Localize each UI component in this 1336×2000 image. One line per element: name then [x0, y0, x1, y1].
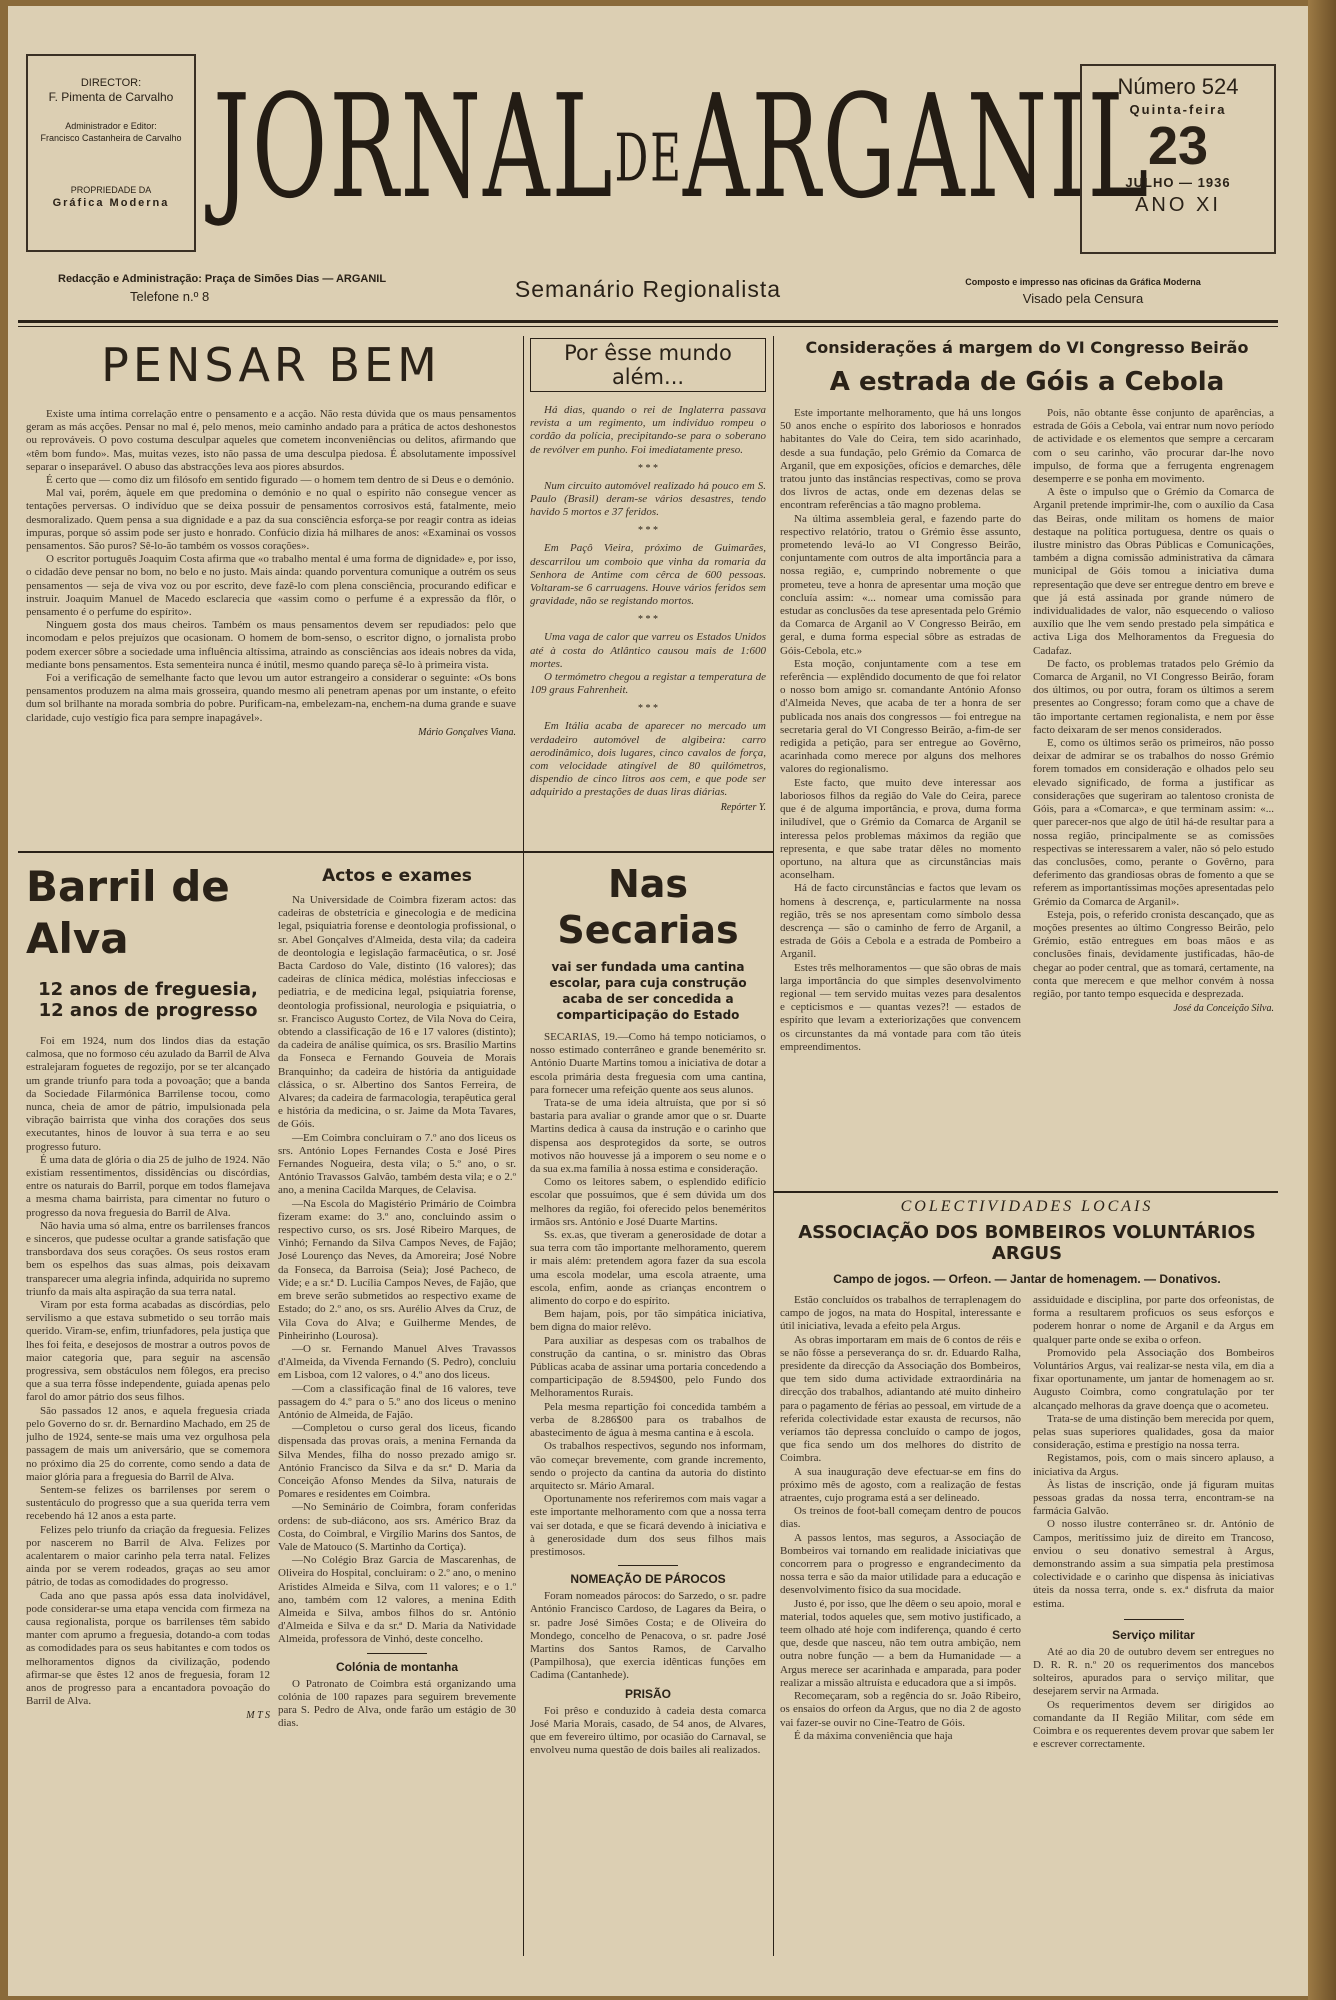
issue-number: Número 524	[1117, 74, 1239, 99]
pensar-paragraph: Existe uma íntima correlação entre o pensamento e a acção. Não resta dúvida que os maus pensamentos geram as más acções. Pensar no mal é, pelo menos, meio caminho andado para a prática de actos deshonestos ou reprováveis. O povo costuma desculpar aqueles que cometem inconveniências ou delitos, afirmando que «têm bom fundo». Mas, muitas vezes, isto não passa de uma desculpa piedosa. É absolutamente impossível separar o inseparável. O abuso das abstracções leva aos piores absurdos.	[26, 408, 516, 473]
mundo-paragraph: Em Paçô Vieira, próximo de Guimarães, descarrilou um comboio que vinha da romaria da Senhora de Antime com cêrca de 600 pessoas. Voltaram-se 6 carruagens. Houve vários feridos sem gravidade, não se registando mortos.	[530, 542, 766, 608]
headline-barril: Barril de Alva	[26, 862, 230, 963]
bombeiros-paragraph: Estão concluídos os trabalhos de terraplenagem do campo de jogos, na mata do Hospital, interessante e útil iniciativa, levada a efeito pela Argus.	[780, 1294, 1021, 1333]
phone-line: Telefone n.º 8	[130, 289, 210, 304]
bombeiros-paragraph: Justo é, por isso, que lhe dêem o seu apoio, moral e material, todos aqueles que, sem motivo justificado, a teem olhado até hoje com indiferença, quando é certo que, desde que nasceu, não tem outra ambição, nem outra nobre função — a bem da Humanidade — a Argus merece ser acarinhada e amparada, para poder realizar a missão altruísta e educadora que a si impôs.	[780, 1597, 1021, 1689]
director-box	[26, 54, 196, 252]
secarias-paragraph: SECARIAS, 19.—Como há tempo noticiamos, o nosso estimado conterrâneo e grande benemérito sr. António Duarte Martins tomou a iniciativa de dotar a escola primária desta freguesia com uma cantina, para fornecer uma refeição quente aos seus alunos.	[530, 1031, 766, 1096]
masthead-word-jornal: JORNAL	[213, 64, 615, 231]
congresso-paragraph: De facto, os problemas tratados pelo Grémio da Comarca de Arganil, no VI Congresso Beirão, foram dos últimos, ou por outra, foram os últimos a serem presentes ao Congresso; foram como que a chave de tão importante certamen regionalista, e nem por êsse facto deixaram de ser menos considerados.	[1033, 657, 1274, 736]
masthead-word-arganil: ARGANIL	[682, 64, 1151, 231]
mundo-paragraph: O termómetro chegou a registar a temperatura de 109 graus Fahrenheit.	[530, 671, 766, 697]
congresso-paragraph: Na última assembleia geral, e fazendo parte do respectivo relatório, tratou o Grémio êsse assunto, prometendo levá-lo ao VI Congresso Beirão, conjuntamente com outros de alta importância para a nossa região, e, cumprindo nobremente o que prometeu, teve a honra de apresentar uma moção que concluía assim: «... nomear uma comissão para estudar as conclusões da tese apresentada pelo Grémio da Comarca de Arganil ao V Congresso Beirão, em geral, e duma forma especial sôbre as estradas de Góis-Cebola, etc.»	[780, 512, 1021, 657]
property-name: Gráfica Moderna	[52, 197, 170, 209]
headline-pensar-bem: PENSAR BEM	[101, 338, 441, 392]
barril-paragraph: Foi em 1924, num dos lindos dias da estação calmosa, que no formoso céu azulado da Barril de Alva estralejaram foguetes de regozijo, por se ter alcançado um grande triunfo para toda a povoação; que a banda da Sociedade Filarmónica Barrilense tocou, como nunca, cheia de amor de pátrio, impulsionada pela vibração bairrista que vinha dos corações dos seus executantes, hinos de louvor à sua terra e ao seu progresso futuro.	[26, 1035, 270, 1153]
top-rule	[18, 320, 1278, 323]
bombeiros-paragraph: A sua inauguração deve efectuar-se em fins do próximo mês de agosto, com a realização de festas atraentes, cujo programa está a ser delineado.	[780, 1465, 1021, 1505]
article-congresso	[780, 338, 1274, 1188]
barril-paragraph: É uma data de glória o dia 25 de julho de 1924. Não existiam ressentimentos, dissidências ou discórdias, entre os naturais do Barril, porque em todos flamejava a mesma chama bairrista, para cimentar no futuro o progresso da nova freguesia do Barril de Alva.	[26, 1153, 270, 1219]
barril-paragraph: São passados 12 anos, e aquela freguesia criada pelo Governo do sr. dr. Bernardino Machado, em 25 de julho de 1924, sente-se mais uma vez orgulhosa pela passagem de mais um aniversário, que se comemora no próximo dia 25 do corrente, como sendo a data de maior glória para a freguesia do Barril de Alva.	[26, 1404, 270, 1483]
column-divider-2	[773, 336, 774, 1956]
mundo-separator: * * *	[638, 462, 658, 474]
issue-weekday: Quinta-feira	[1129, 102, 1227, 117]
congresso-paragraph: Este facto, que muito deve interessar aos laboriosos filhos da região do Vale do Ceira, parece que é de alguma importância, e prova, duma forma iniludível, que o Grémio da Comarca de Arganil se interessa pelos problemas máximos da região que representa, e que sabe tratar dêles no momento oportuno, na altura que as circunstâncias mais aconselham.	[780, 776, 1021, 882]
issue-month-year: JULHO — 1936	[1125, 175, 1231, 190]
article-barril	[26, 861, 270, 1976]
servico-paragraph: Até ao dia 20 de outubro devem ser entregues no D. R. R. n.º 20 os requerimentos dos mancebos solteiros, apurados para o serviço militar, que desejarem servir na Armada.	[1033, 1645, 1274, 1698]
prisao-paragraph: Foi prêso e conduzido à cadeia desta comarca José Maria Morais, casado, de 54 anos, de Alvares, que em fevereiro último, por ocasião do Carnaval, se envolveu numa questão de dois bailes ali realizados.	[530, 1704, 766, 1757]
colectividades-kicker: COLECTIVIDADES LOCAIS	[900, 1198, 1154, 1215]
headline-mundo: Por êsse mundo além...	[564, 341, 732, 389]
bombeiros-paragraph: Os treinos de foot-ball começam dentro de poucos dias.	[780, 1505, 1021, 1531]
congresso-paragraph: Estes três melhoramentos — que são obras de mais larga importância do que simples desenvolvimento regional — tem servido muitas vezes para desalentos e cepticismos e — quantas vezes?! — estados de espírito que levam a exteriorizações que convencem os circunstantes da má vontade para com tão úteis empreendimentos.	[780, 961, 1021, 1053]
mundo-paragraph: Num circuito automóvel realizado há pouco em S. Paulo (Brasil) deram-se vários desastres, tendo havido 5 mortos e 37 feridos.	[530, 479, 766, 519]
congresso-paragraph: Este importante melhoramento, que há uns longos 50 anos enche o espírito dos laboriosos e honrados habitantes do Vale do Ceira, tem sido acarinhado, desde a sua fundação, pelo Grémio da Comarca de Arganil, que em exposições, ofícios e demarches, dêle tratou junto das instâncias respectivas, como se prova dos livros de actas, onde em dezenas delas se encontram referências a tão magno problema.	[780, 407, 1021, 512]
actos-paragraph: —No Colégio Braz Garcia de Mascarenhas, de Oliveira do Hospital, concluiram: o 2.º ano, o menino Aristides Almeida e Silva, com 11 valores; e o 1.º ano, também com 12 valores, a menina Edith Almeida e Silva, ambos filhos do sr. António d'Almeida e Silva e da sr.ª D. Maria da Natividade Almeida, professora de Vinhó, deste concelho.	[278, 1554, 516, 1646]
bombeiros-deck: Campo de jogos. — Orfeon. — Jantar de homenagem. — Donativos.	[833, 1272, 1221, 1286]
congresso-paragraph: A êste o impulso que o Grémio da Comarca de Arganil pretende imprimir-lhe, com o auxílio da Casa das Beiras, onde militam os homens de maior destaque na política portuguesa, dentre os quais o ilustre ministro das Obras Públicas e Comunicações, também a digna comissão administrativa da câmara municipal de Góis tomou a iniciativa duma representação que deve ser entregue dentro em breve e que já está assinada por grande número de individualidades de valor, não esquecendo o valioso auxílio que lhe vem sendo prestado pela simpática e activa Liga dos Melhoramentos da Freguesia do Cadafaz.	[1033, 486, 1274, 657]
colectividades-left-column	[780, 1294, 1021, 1752]
admin-name: Francisco Castanheira de Carvalho	[40, 133, 182, 143]
colectividades-right-column	[1033, 1294, 1274, 1752]
article-pensar-bem	[26, 338, 516, 843]
headline-actos: Actos e exames	[322, 866, 472, 886]
barril-paragraph: Felizes pelo triunfo da criação da freguesia. Felizes por nascerem no Barril de Alva. Felizes por acalentarem o maior carinho pela terra natal. Felizes ainda por se verem rodeados, graças ao seu amor pátrio, de todas as comodidades do progresso.	[26, 1523, 270, 1589]
headline-prisao: PRISÃO	[624, 1686, 671, 1701]
actos-paragraph: —Completou o curso geral dos liceus, ficando dispensada das provas orais, a menina Fernanda da Silva Mendes, filha do nosso prezado amigo sr. António Francisco da Silva e da sr.ª D. Maria da Conceição Afonso Mendes da Silva, naturais de Pomares e residentes em Coimbra.	[278, 1422, 516, 1501]
admin-label: Administrador e Editor:	[65, 121, 157, 131]
secarias-paragraph: Trata-se de uma ideia altruísta, que por si só bastaria para avaliar o grande amor que o sr. Duarte Martins dedica à causa da instrução e o carinho que dispensa aos desprotegidos da sorte, se outros motivos não houvesse já a imporem o seu nome e o da sua ex.ma família à nossa estima e consideração.	[530, 1097, 766, 1176]
congresso-left-column	[780, 407, 1021, 1054]
barril-paragraph: Cada ano que passa após essa data inolvidável, pode considerar-se uma etapa vencida com firmeza na causa regionalista, porque os barrilenses têm sabido manter com aprumo a freguesia, dotando-a com todas as comodidades para os seus habitantes e com todos os melhoramentos dignos da civilização, podendo afirmar-se que êstes 12 anos de freguesia, foram 12 anos de progresso para a encantadora povoação do Barril de Alva.	[26, 1589, 270, 1708]
secarias-divider	[618, 1565, 678, 1566]
actos-paragraph: —Com a classificação final de 16 valores, teve passagem do 4.º para o 5.º ano dos liceus o menino António de Almeida, de Fajão.	[278, 1382, 516, 1421]
section-rule-right	[773, 1191, 1278, 1193]
congresso-signature: José da Conceição Silva.	[1173, 1003, 1274, 1015]
bombeiros-paragraph: Recomeçaram, sob a regência do sr. João Ribeiro, os ensaios do orfeon da Argus, que no dia 2 de agosto vai fazer-se ouvir no Cine-Teatro de Góis.	[780, 1690, 1021, 1729]
article-mundo	[530, 338, 766, 848]
bombeiros-paragraph: A passos lentos, mas seguros, a Associação de Bombeiros vai tornando em realidade iniciativas que concorrem para o progresso e engrandecimento da nossa terra e são da maior utilidade para a educação e desenvolvimento físico da sua mocidade.	[780, 1531, 1021, 1597]
barril-paragraph: Viram por esta forma acabadas as discórdias, pelo servilismo a que estava submetido o seu torrão mais querido. Viram-se, enfim, triunfadores, pela justiça que lhes foi feita, e desejosos de mostrar a outros povos de maior categoria que, para seguir na ascensão progressiva, sem obstáculos nem fôlegos, era preciso que a sua terra fôsse independente, guiada apenas pelo farol do amor pátrio dos seus filhos.	[26, 1299, 270, 1404]
property-label: PROPRIEDADE DA	[70, 185, 152, 195]
mundo-separator: * * *	[638, 703, 658, 715]
column-divider-1	[523, 336, 524, 1956]
pensar-paragraph: É certo que — como diz um filósofo em sentido figurado — o homem tem dentro de si Deus e o demónio.	[46, 474, 515, 487]
censorship-line: Visado pela Censura	[1022, 291, 1144, 306]
actos-paragraph: Na Universidade de Coimbra fizeram actos: das cadeiras de obstetrícia e ginecologia e de medicina legal, psiquiatria forense e deontologia profissional, o sr. Abel Gonçalves d'Almeida, desta vila; da cadeira de deontologia e legislação farmacêutica, o sr. José Bacta Cardoso do Vale, distinto (16 valores); das cadeiras de clínica médica, moléstias infecciosas e pediatria, e de medicina legal, psiquiatria forense, deontologia profissional, neurologia e psiquiatria, o sr. Francisco Augusto Cortez, de Vila Nova do Ceira, obtendo a classificação de 16 e 17 valores (distinto); da cadeira de análise química, os srs. Brasílio Martins da Fonseca e Fernando Gouveia de Morais Branquinho; da cadeira de história da antiguidade clássica, o sr. Albertino dos Santos Ferreira, de Alvares; da cadeira de farmacologia, terapêutica geral e história da medicina, o sr. Jaime da Mota Tavares, de Góis.	[278, 894, 516, 1131]
barril-subtitle-1: 12 anos de freguesia,	[38, 979, 258, 1000]
secarias-paragraph: Oportunamente nos referiremos com mais vagar a este importante melhoramento com que a nossa terra vai ser dotada, e que se ficará devendo à iniciativa e à generosidade dum dos seus filhos mais prestimosos.	[530, 1493, 766, 1558]
binding-spine	[1308, 0, 1336, 2000]
actos-paragraph: —O sr. Fernando Manuel Alves Travassos d'Almeida, da Vivenda Fernando (S. Pedro), concluiu em Lisboa, com 12 valores, o 4.º ano dos liceus.	[278, 1342, 516, 1382]
headline-secarias: Nas Secarias	[557, 862, 739, 952]
masthead-word-de: DE	[614, 120, 683, 197]
secarias-deck: vai ser fundada uma cantina escolar, para cuja construção acaba de ser concedida a comparticipação do Estado	[549, 960, 747, 1022]
bombeiros-paragraph: É da máxima conveniência que haja	[794, 1729, 953, 1742]
congresso-kicker: Considerações á margem do VI Congresso Beirão	[805, 338, 1249, 357]
mundo-paragraph: Uma vaga de calor que varreu os Estados Unidos até à costa do Atlântico causou mais de 1:600 mortes.	[530, 631, 766, 670]
issue-day: 23	[1147, 116, 1209, 176]
masthead-subtitle: Semanário Regionalista	[514, 276, 782, 302]
bombeiros-paragraph: assiduidade e disciplina, por parte dos orfeonistas, de forma a resultarem proficuos os seus esforços e poderem honrar o nome de Arganil e da Argus em qualquer parte onde se exiba o orfeon.	[1033, 1294, 1274, 1346]
mundo-paragraph: Há dias, quando o rei de Inglaterra passava revista a um regimento, um indivíduo rompeu o cordão da polícia, precipitando-se para o soberano de revólver em punho. Foi imediatamente preso.	[530, 404, 766, 456]
servico-paragraph: Os requerimentos devem ser dirigidos ao comandante da II Região Militar, com séde em Coimbra e os requerentes devem provar que sabem ler e escrever correctamente.	[1033, 1698, 1274, 1751]
colonia-paragraph: O Patronato de Coimbra está organizando uma colónia de 100 rapazes para seguirem brevemente para S. Pedro de Alva, onde farão um estágio de 30 dias.	[278, 1677, 516, 1730]
director-label: DIRECTOR:	[80, 77, 142, 89]
headline-servico-militar: Serviço militar	[1112, 1627, 1195, 1642]
secarias-paragraph: Os trabalhos respectivos, segundo nos informam, vão começar brevemente, com grande incremento, sendo o projecto da cantina da autoria do distinto arquitecto sr. Mário Amaral.	[530, 1440, 766, 1492]
pensar-paragraph: O escritor português Joaquim Costa afirma que «o trabalho mental é uma forma de dignidade» e, por isso, o cidadão deve pensar no bom, no belo e no justo. Mais ainda: quando porventura comunique a outrém os seus pensamentos — seja de viva voz ou por escrito, deve fazê-lo com plena consciência, procurando edificar e instruir. Joaquim Manuel de Macedo esclarecia que «assim como o perfume é a expressão da flôr, o pensamento é o perfume do espírito».	[26, 553, 516, 619]
congresso-paragraph: Esta moção, conjuntamente com a tese em referência — explêndido documento de que foi relator o nosso bom amigo sr. comandante António Afonso d'Almeida Neves, que acaba de ter a honra de ser publicada nos anais dos congressos — foi entregue na secretaria geral do VI Congresso Beirão, a-fim-de ser redigida a petição, para ser entregue ao Govêrno, acarinhada como merece por alguns dos melhores valores do regionalismo.	[780, 657, 1021, 776]
secarias-paragraph: Bem hajam, pois, por tão simpática iniciativa, bem digna do maior relêvo.	[530, 1308, 766, 1334]
actos-divider	[367, 1653, 427, 1654]
servico-divider	[1124, 1619, 1184, 1620]
secarias-paragraph: Para auxiliar as despesas com os trabalhos de construção da cantina, o sr. ministro das Obras Públicas acaba de assinar uma portaria concedendo a comparticipação de 8.594$00, pelo Fundo dos Melhoramentos Rurais.	[530, 1334, 766, 1400]
headline-nomeacao: NOMEAÇÃO DE PÁROCOS	[570, 1572, 726, 1587]
congresso-paragraph: E, como os últimos serão os primeiros, não posso deixar de admirar se os trabalhos do nosso Grémio forem tomados em consideração e olhados pelo seu elevado significado, de forma a justificar as considerações que sugeriram ao talentoso cronista de Góis, para a «Comarca», e que terminam assim: «... quer parecer-nos que algo de útil há-de resultar para a nossa região, principalmente se as comissões respectivas se interessarem a valer, não só pelo estudo das conclusões, como, perante o Govêrno, para deferimento das grandiosas obras de fomento a que se referem as importantíssimas moções apresentadas pelo Grémio da Comarca de Arganil».	[1033, 737, 1274, 908]
barril-paragraph: Sentem-se felizes os barrilenses por serem o sustentáculo do progresso que a sua querida terra vem recebendo há 12 anos a esta parte.	[26, 1483, 270, 1523]
article-actos	[278, 866, 516, 1976]
congresso-paragraph: Esteja, pois, o referido cronista descançado, que as moções presentes ao último Congresso Beirão, pelo Grémio, estão entregues em boas mãos e as conclusões finais, devidamente justificadas, hão-de chegar ao poder central, que as tomará, certamente, na conta que merecem e que melhor convém à nossa região, por tanto tempo esquecida e desprezada.	[1033, 908, 1274, 1000]
pensar-paragraph: Mal vai, porém, àquele em que predomina o demónio e no qual o espírito não consegue vencer as tentações perversas. O indivíduo que se deixa possuir de pensamentos corrosivos está, fatalmente, meio desmoralizado. Quem pensa a sua dignidade e a paz da sua consciência esforça-se por reagir contra as ideias impuras, porque só assim pode ser justo e honrado. Confúcio dizia há milhares de anos: «Examinai os vossos pensamentos. São puros? Sê-lo-ão também os vossos corações».	[26, 487, 516, 553]
barril-paragraph: Não havia uma só alma, entre os barrilenses francos e sinceros, que pudesse ocultar a grande satisfação que transbordava dos seus corações. Os seus rostos eram bem os espelhos das suas almas, pois deixavam transparecer uma alegria infinda, adquirida no supremo triunfo da mais alta aspiração da sua terra natal.	[26, 1219, 270, 1298]
bombeiros-paragraph: O nosso ilustre conterrâneo sr. dr. António de Campos, meritíssimo juiz de direito em Trancoso, enviou o seu donativo semestral à Argus, demonstrando assim a sua simpatia pela prestimosa colectividade e o carinho que dispensa às iniciativas úteis da nossa terra, onde s. ex.ª disfruta da maior estima.	[1033, 1518, 1274, 1610]
section-rule-left	[18, 851, 523, 853]
actos-paragraph: —Em Coimbra concluiram o 7.º ano dos liceus os srs. António Lopes Fernandes Costa e José Pires Fernandes Nogueira, desta vila; o 5.º ano, o sr. António Travassos Galvão, também desta vila; e o 2.º ano, a menina Cacilda Marques, de Celavisa.	[278, 1131, 516, 1197]
headline-congresso: A estrada de Góis a Cebola	[829, 367, 1225, 397]
article-colectividades	[780, 1198, 1274, 1978]
section-rule-middle	[523, 851, 773, 853]
actos-paragraph: —Na Escola do Magistério Primário de Coimbra fizeram exame: do 3.º ano, concluindo assim o respectivo curso, os srs. José Ribeiro Marques, de Vinhó; Fernando da Silva Campos Neves, de Fajão; José Lourenço das Neves, da Amoreira; José Nobre da Fonseca, da Barroisa (Seia); José Pacheco, de Vide; e a sr.ª D. Lucília Campos Neves, de Fajão, que em breve serão submetidos ao respectivo exame de Estado; do 2.º ano, os srs. Aurélio Alves da Cruz, de Vila Cova do Alva; e Guilherme Mendes, de Pinheirinho (Lourosa).	[278, 1197, 516, 1342]
mundo-signature: Repórter Y.	[720, 801, 766, 813]
secarias-paragraph: Como os leitores sabem, o esplendido edifício escolar que possuímos, que é sem dúvida um dos melhores da região, foi oferecido pelos beneméritos irmãos srs. António e José Duarte Martins.	[530, 1176, 766, 1228]
bombeiros-paragraph: Trata-se de uma distinção bem merecida por quem, pelas suas superiores qualidades, gosa da maior consideração, estima e prestígio na nossa terra.	[1033, 1412, 1274, 1452]
mundo-separator: * * *	[638, 614, 658, 626]
bombeiros-paragraph: As obras importaram em mais de 6 contos de réis e se não fôsse a perseverança do sr. dr. Eduardo Ralha, presidente da direcção da Associação dos Bombeiros, que tem sido duma actividade extraordinária na direcção dos trabalhos, adiantando até muito dinheiro para o pagamento de férias ao pessoal, em virtude de a referida colectividade estar exausta de recursos, não veríamos tão depressa concluído o campo de jogos, que fica sendo um dos melhores do distrito de Coimbra.	[780, 1333, 1021, 1465]
printer-line: Composto e impresso nas oficinas da Gráfica Moderna	[965, 277, 1201, 287]
actos-paragraph: —No Seminário de Coimbra, foram conferidas ordens: de sub-diácono, aos srs. Américo Braz da Costa, do Coimbral, e Virgílio Marins dos Santos, de Vale de Matouco (S. Martinho da Cortiça).	[278, 1501, 516, 1553]
secarias-paragraph: Ss. ex.as, que tiveram a generosidade de dotar a sua terra com tão importante melhoramento, querem ir mais além: pretendem agora fazer da sua escola uma escola modelar, uma escola atraente, uma escola, enfim, aonde as crianças encontrem o alimento do corpo e do espírito.	[530, 1229, 766, 1308]
barril-signature: M T S	[246, 1710, 270, 1722]
article-secarias	[530, 861, 766, 1976]
pensar-paragraph: Ninguem gosta dos maus cheiros. Também os maus pensamentos devem ser repudiados: pelo que incomodam e pelos prejuízos que ocasionam. O homem de bom-senso, o escritor digno, o jornalista probo podem exercer sôbre a sociedade uma influência altíssima, atraindo as consciências aos ideais nobres da vida, mediante bons pensamentos. Esta sementeira nunca é inútil, mesmo quando pareça sê-lo à primeira vista.	[26, 619, 516, 671]
congresso-paragraph: Pois, não obtante êsse conjunto de aparências, a estrada de Góis a Cebola, vai entrar num novo período de actividade e os elementos que sempre a cercaram com o seu carinho, vão procurar dar-lhe novo impulso, de forma que a ferrugenta engrenagem desemperre e se ponha em movimento.	[1033, 407, 1274, 486]
address-line: Redacção e Administração: Praça de Simões Dias — ARGANIL	[58, 273, 387, 285]
nomeacao-paragraph: Foram nomeados párocos: do Sarzedo, o sr. padre António Francisco Cardoso, de Lagares da Beira, o sr. padre José Simões Costa; e de Oliveira do Mondego, concelho de Penacova, o sr. padre José Martins dos Santos Ramos, de Carvalho (Pampilhosa), que exercia idênticas funções em Cadima (Cantanhede).	[530, 1590, 766, 1682]
issue-box	[1080, 64, 1276, 254]
congresso-right-column	[1033, 407, 1274, 1054]
newspaper-page	[8, 6, 1308, 1996]
director-name: F. Pimenta de Carvalho	[48, 90, 174, 104]
headline-bombeiros: ASSOCIAÇÃO DOS BOMBEIROS VOLUNTÁRIOS ARGUS	[798, 1222, 1256, 1264]
pensar-signature: Mário Gonçalves Viana.	[418, 726, 516, 738]
mundo-paragraph: Em Itália acaba de aparecer no mercado um verdadeiro automóvel de algibeira: carro aerodinâmico, dois lugares, cinco cavalos de força, com velocidade atingível de 80 quilómetros, dispendio de cinco litros aos cem, e que pode ser adquirido a prestações de duas liras diárias.	[530, 720, 766, 799]
top-rule-thin	[18, 326, 1278, 327]
congresso-paragraph: Há de facto circunstâncias e factos que levam os homens à descrença, e, particularmente na nossa região, três se nos apresentam como símbolo dessa descrença — são o caminho de ferro de Arganil, a estrada de Góis a Cebola e a estrada de Pombeiro a Arganil.	[780, 882, 1021, 961]
mundo-separator: * * *	[638, 525, 658, 537]
bombeiros-paragraph: Às listas de inscrição, onde já figuram muitas pessoas gradas da nossa terra, encontram-se na farmácia Galvão.	[1033, 1478, 1274, 1518]
bombeiros-paragraph: Registamos, pois, com o mais sincero aplauso, a iniciativa da Argus.	[1033, 1452, 1274, 1478]
pensar-paragraph: Foi a verificação de semelhante facto que levou um autor estrangeiro a considerar o seguinte: «Os bons pensamentos produzem na alma mais grosseira, quando mesmo ali penetram apenas por um instante, o efeito dum sol brilhante na morada sombria do pobre. Purificam-na, embelezam-na, enchem-na duma grande e suave claridade, cujo vestígio fica para sempre inapagável».	[26, 672, 516, 724]
barril-subtitle-2: 12 anos de progresso	[38, 1000, 258, 1021]
bombeiros-paragraph: Promovido pela Associação dos Bombeiros Voluntários Argus, vai realizar-se nesta vila, em dia a fixar oportunamente, um jantar de homenagem ao sr. Augusto Coimbra, como congratulação por ter alcançado melhoras da grave doença que o acometeu.	[1033, 1346, 1274, 1412]
issue-volume: ANO XI	[1135, 194, 1221, 216]
headline-colonia: Colónia de montanha	[335, 1659, 458, 1674]
secarias-paragraph: Pela mesma repartição foi concedida também a verba de 8.286$00 para os trabalhos de abastecimento de água à mesma cantina e à escola.	[530, 1400, 766, 1440]
